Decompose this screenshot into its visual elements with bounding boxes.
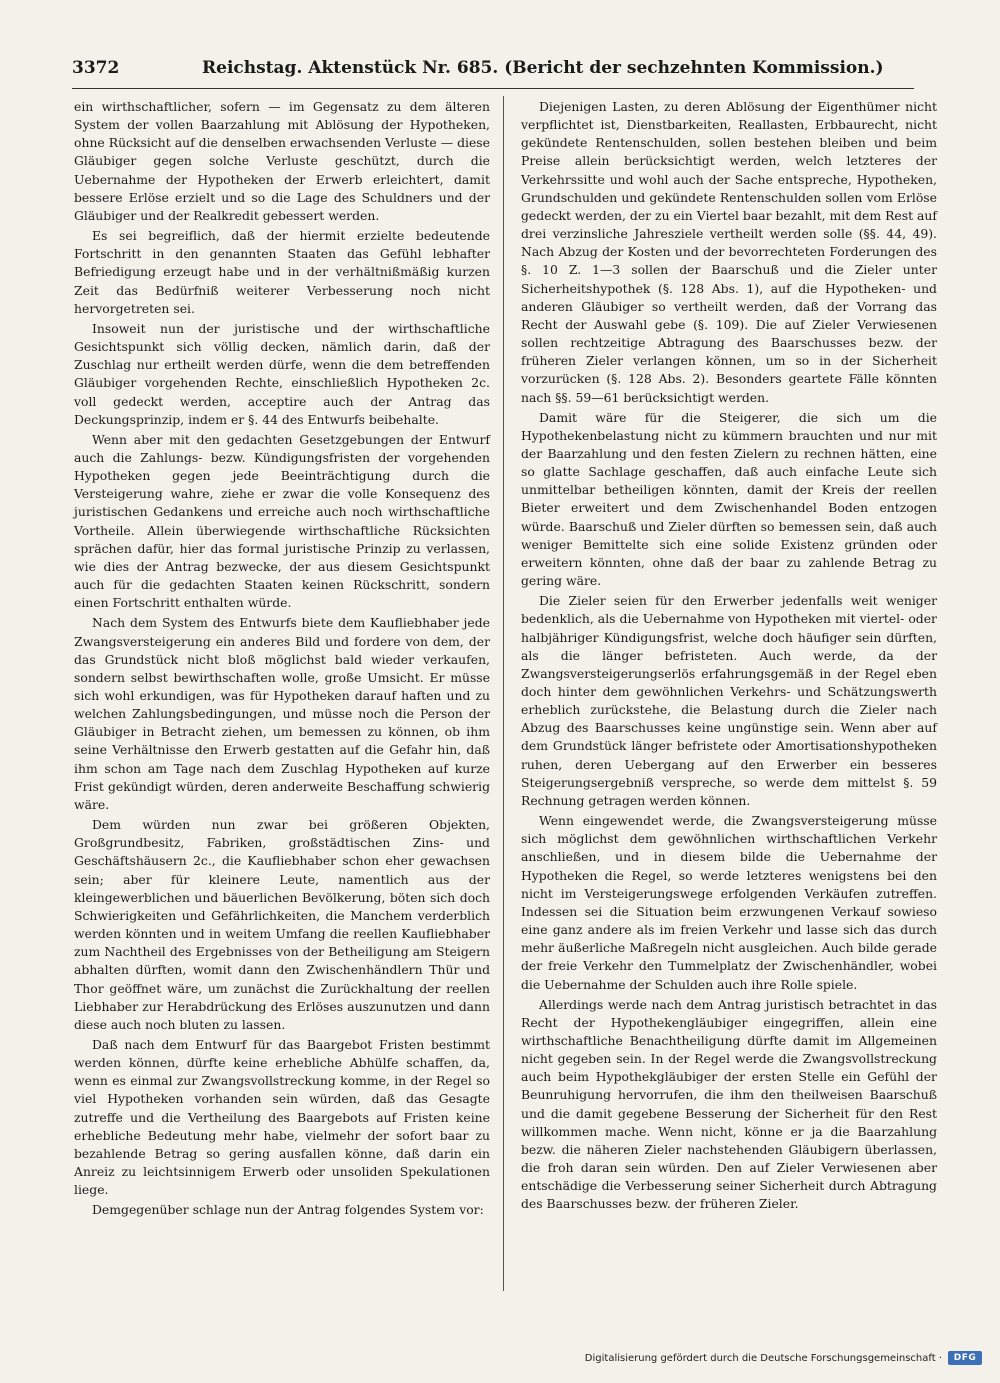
paragraph: Allerdings werde nach dem Antrag juristisch betrachtet in das Recht der Hypothekengläubiger eingegriffen, allein eine wirthschaftliche Benachtheiligung dürfte damit im Allgemeinen nicht gegeben sein. In der Regel werde die Zwangsvollstreckung auch beim Hypothekgläubiger der ersten Stelle ein Gefühl der Beunruhigung hervorrufen, die ihm den theilweisen Baarschuß und die damit gegebene Besserung der Sicherheit für den Rest willkommen mache. Wenn nicht, könne er ja die Baarzahlung bezw. die näheren Zieler nachstehenden Gläubigern überlassen, die froh daran sein würden. Den auf Zieler Verwiesenen aber entschädige die Verbesserung seiner Sicherheit durch Abtragung des Baarschusses bezw. der früheren Zieler.	[521, 996, 937, 1212]
paragraph: Wenn aber mit den gedachten Gesetzgebungen der Entwurf auch die Zahlungs- bezw. Kündigungsfristen der vorgehenden Hypotheken gegen jede Beeinträchtigung durch die Versteigerung wahre, ziehe er zwar die volle Konsequenz des juristischen Gedankens und erreiche auch noch wirthschaftliche Vortheile. Allein überwiegende wirthschaftliche Rücksichten sprächen dafür, hier das formal juristische Prinzip zu verlassen, wie dies der Antrag bezwecke, der aus diesem Gesichtspunkt auch für die gedachten Staaten keinen Rückschritt, sondern einen Fortschritt enthalten würde.	[74, 431, 490, 611]
column-divider	[503, 96, 504, 1291]
paragraph: Diejenigen Lasten, zu deren Ablösung der Eigenthümer nicht verpflichtet ist, Dienstbarkeiten, Reallasten, Erbbaurecht, nicht gekündete Rentenschulden, sollen bestehen bleiben und beim Preise allein berücksichtigt werden, welch letzteres der Verkehrssitte und wohl auch der Sache entspreche, Hypotheken, Grundschulden und gekündete Rentenschulden sollen vom Erlöse gedeckt werden, der zu ein Viertel baar bezahlt, mit dem Rest auf drei verzinsliche Jahresziele vertheilt werden solle (§§. 44, 49). Nach Abzug der Kosten und der bevorrechteten Forderungen des §. 10 Z. 1—3 sollen der Baarschuß und die Zieler unter Sicherheitshypothek (§. 128 Abs. 1), auf die Hypotheken- und anderen Gläubiger so vertheilt werden, daß der Vorrang das Recht der Auswahl gebe (§. 109). Die auf Zieler Verwiesenen sollen rechtzeitige Abtragung des Baarschusses bezw. der früheren Zieler verlangen können, um so in der Sicherheit vorzurücken (§. 128 Abs. 2). Besonders geartete Fälle könnten nach §§. 59—61 berücksichtigt werden.	[521, 99, 937, 405]
running-title: Reichstag. Aktenstück Nr. 685. (Bericht der sechzehnten Kommission.)	[202, 58, 884, 78]
paragraph: Insoweit nun der juristische und der wirthschaftliche Gesichtspunkt sich völlig decken, nämlich darin, daß der Zuschlag nur ertheilt werden dürfe, wenn die dem betreffenden Gläubiger vorgehenden Rechte, einschließlich Hypotheken 2c. voll gedeckt werden, acceptire auch der Antrag das Deckungsprinzip, indem er §. 44 des Entwurfs beibehalte.	[74, 320, 490, 427]
right-column	[521, 98, 937, 1216]
page-number: 3372	[72, 58, 120, 78]
paragraph: Die Zieler seien für den Erwerber jedenfalls weit weniger bedenklich, als die Uebernahme von Hypotheken mit viertel- oder halbjähriger Kündigungsfrist, welche doch häufiger sein dürften, als die länger befristeten. Auch werde, da der Zwangsversteigerungserlös erfahrungsgemäß in der Regel eben doch hinter dem gewöhnlichen Verkehrs- und Schätzungswerth erheblich zurückstehe, die Belastung durch die Zieler nach Abzug des Baarschusses keine ungünstige sein. Wenn aber auf dem Grundstück länger befristete oder Amortisationshypotheken ruhen, deren Uebergang auf den Erwerber ein besseres Steigerungsergebniß verspreche, so werde dem mittelst §. 59 Rechnung getragen werden können.	[521, 593, 937, 808]
dfg-logo-icon: DFG	[948, 1351, 982, 1365]
paragraph: Demgegenüber schlage nun der Antrag folgendes System vor:	[92, 1202, 484, 1218]
footer-text: Digitalisierung gefördert durch die Deutsche Forschungsgemeinschaft ·	[584, 1352, 942, 1364]
header-rule	[72, 88, 914, 89]
left-column	[74, 98, 490, 1222]
paragraph: Es sei begreiflich, daß der hiermit erzielte bedeutende Fortschritt in den genannten Staaten das Gefühl lebhafter Befriedigung erzeugt habe und in der verhältnißmäßig kurzen Zeit das Bedürfniß weiterer Verbesserung noch nicht hervorgetreten sei.	[74, 228, 490, 316]
paragraph: Dem würden nun zwar bei größeren Objekten, Großgrundbesitz, Fabriken, großstädtischen Zins- und Geschäftshäusern 2c., die Kaufliebhaber schon eher gewachsen sein; aber für kleinere Leute, namentlich aus der kleingewerblichen und bäuerlichen Bevölkerung, böten sich doch Schwierigkeiten und Gefährlichkeiten, die Manchem verderblich werden könnten und in weitem Umfang die reellen Kaufliebhaber zum Nachtheil des Ergebnisses von der Betheiligung am Steigern abhalten dürften, womit dann den Zwischenhändlern Thür und Thor geöffnet wäre, um zunächst die Zurückhaltung der reellen Liebhaber zur Herabdrückung des Erlöses auszunutzen und dann diese auch noch bluten zu lassen.	[74, 817, 490, 1032]
paragraph: Daß nach dem Entwurf für das Baargebot Fristen bestimmt werden können, dürfte keine erhebliche Abhülfe schaffen, da, wenn es einmal zur Zwangsvollstreckung komme, in der Regel so viel Hypotheken vorhanden sein würden, daß das Gesagte zutreffe und die Vertheilung des Baargebots auf Fristen keine erhebliche Bedeutung mehr habe, vielmehr der sofort baar zu bezahlende Betrag so gering ausfallen könne, daß darin ein Anreiz zu leichtsinnigem Erwerb oder unsoliden Spekulationen liege.	[74, 1036, 490, 1198]
paragraph: Nach dem System des Entwurfs biete dem Kaufliebhaber jede Zwangsversteigerung ein anderes Bild und fordere von dem, der das Grundstück nicht bloß möglichst bald wieder verkaufen, sondern selbst bewirthschaften wolle, große Umsicht. Er müsse sich wohl erkundigen, was für Hypotheken darauf haften und zu welchen Zahlungsbedingungen, und müsse noch die Person der Gläubiger in Betracht ziehen, um bemessen zu können, ob ihm seine Verhältnisse den Erwerb gestatten auf die Gefahr hin, daß ihm schon am Tage nach dem Zuschlag Hypotheken auf kurze Frist gekündigt würden, deren anderweite Beschaffung schwierig wäre.	[74, 615, 490, 812]
paragraph: ein wirthschaftlicher, sofern — im Gegensatz zu dem älteren System der vollen Baarzahlung mit Ablösung der Hypotheken, ohne Rücksicht auf die denselben erwachsenden Verluste — diese Gläubiger gegen solche Verluste geschützt, durch die Uebernahme der Hypotheken der Erwerb erleichtert, damit bessere Erlöse erzielt und so die Lage des Schuldners und der Gläubiger und der Realkredit gebessert werden.	[74, 99, 490, 223]
paragraph: Wenn eingewendet werde, die Zwangsversteigerung müsse sich möglichst dem gewöhnlichen wirthschaftlichen Verkehr anschließen, und in diesem bilde die Uebernahme der Hypotheken die Regel, so werde letzteres wenigstens bei den nicht im Versteigerungswege erfolgenden Verkäufen zutreffen. Indessen sei die Situation beim erzwungenen Verkauf sowieso eine ganz andere als im freien Verkehr und lasse sich das durch mehr äußerliche Maßregeln nicht ausgleichen. Auch bilde gerade der freie Verkehr den Tummelplatz der Zwischenhändler, wobei die Uebernahme der Schulden auch ihre Rolle spiele.	[521, 813, 937, 992]
page-header	[72, 58, 912, 86]
paragraph: Damit wäre für die Steigerer, die sich um die Hypothekenbelastung nicht zu kümmern brauchten und nur mit der Baarzahlung und den festen Zielern zu rechnen hätten, eine so glatte Sachlage geschaffen, daß auch einfache Leute sich unmittelbar betheiligen könnten, damit der Kreis der reellen Bieter erweitert und dem Zwischenhandel Boden entzogen würde. Baarschuß und Zieler dürften so bemessen sein, daß auch weniger Bemittelte sich eine solide Existenz gründen oder erweitern könnten, ohne daß der baar zu zahlende Betrag zu gering wäre.	[521, 409, 937, 589]
digitization-footer	[585, 1351, 982, 1365]
